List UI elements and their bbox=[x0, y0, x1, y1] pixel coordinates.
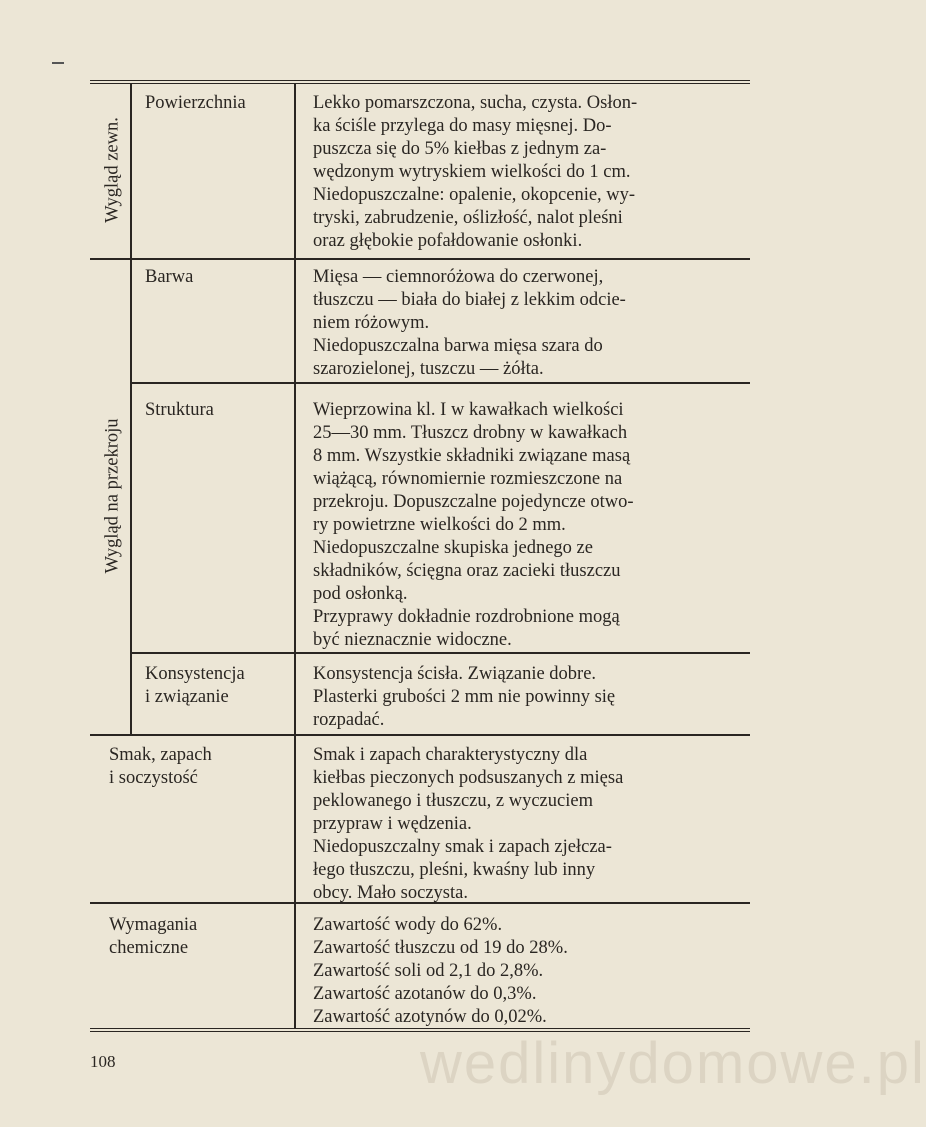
text-line: pod osłonką. bbox=[313, 584, 408, 604]
text-line: przypraw i wędzenia. bbox=[313, 814, 472, 834]
text-line: Niedopuszczalny smak i zapach zjełcza- bbox=[313, 837, 612, 857]
text-line: rozpadać. bbox=[313, 710, 385, 730]
text-line: tłuszczu — biała do białej z lekkim odcie- bbox=[313, 290, 626, 310]
text-line: Przyprawy dokładnie rozdrobnione mogą bbox=[313, 607, 620, 627]
row-desc-surface bbox=[313, 92, 738, 253]
text-line: puszcza się do 5% kiełbas z jednym za- bbox=[313, 139, 607, 159]
text-line: Konsystencja ścisła. Związanie dobre. bbox=[313, 664, 597, 684]
text-line: szarozielonej, tuszczu — żółta. bbox=[313, 359, 544, 379]
text-line: Niedopuszczalne skupiska jednego ze bbox=[313, 538, 593, 558]
label-line: i soczystość bbox=[109, 768, 198, 788]
text-line: Zawartość wody do 62%. bbox=[313, 915, 503, 935]
text-line: być nieznacznie widoczne. bbox=[313, 630, 512, 650]
watermark: wedlinydomowe.pl bbox=[420, 1031, 926, 1096]
text-line: Niedopuszczalna barwa mięsa szara do bbox=[313, 336, 603, 356]
row-label-chemical bbox=[109, 914, 294, 960]
row-label-taste bbox=[109, 744, 294, 790]
text-line: Zawartość azotanów do 0,3%. bbox=[313, 984, 537, 1004]
text-line: składników, ścięgna oraz zacieki tłuszczu bbox=[313, 561, 621, 581]
text-line: ka ściśle przylega do masy mięsnej. Do- bbox=[313, 116, 612, 136]
row-divider bbox=[90, 258, 750, 260]
row-divider bbox=[90, 734, 750, 736]
text-line: Smak i zapach charakterystyczny dla bbox=[313, 745, 588, 765]
label-line: Konsystencja bbox=[145, 664, 245, 684]
label-column-divider bbox=[294, 84, 296, 1028]
text-line: tryski, zabrudzenie, oślizłość, nalot pleśni bbox=[313, 208, 623, 228]
text-line: 25—30 mm. Tłuszcz drobny w kawałkach bbox=[313, 423, 628, 443]
label-line: Wymagania bbox=[109, 915, 198, 935]
row-label-surface: Powierzchnia bbox=[145, 93, 246, 113]
text-line: Plasterki grubości 2 mm nie powinny się bbox=[313, 687, 616, 707]
text-line: Niedopuszczalne: opalenie, okopcenie, wy- bbox=[313, 185, 636, 205]
text-line: Zawartość tłuszczu od 19 do 28%. bbox=[313, 938, 568, 958]
text-line: kiełbas pieczonych podsuszanych z mięsa bbox=[313, 768, 624, 788]
row-label-consistency bbox=[145, 663, 295, 709]
label-line: i związanie bbox=[145, 687, 229, 707]
text-line: Wieprzowina kl. I w kawałkach wielkości bbox=[313, 400, 624, 420]
text-line: obcy. Mało soczysta. bbox=[313, 883, 468, 903]
row-label-color: Barwa bbox=[145, 267, 194, 287]
row-label-structure: Struktura bbox=[145, 400, 214, 420]
text-line: ry powietrzne wielkości do 2 mm. bbox=[313, 515, 566, 535]
corner-mark bbox=[52, 62, 64, 64]
text-line: niem różowym. bbox=[313, 313, 430, 333]
row-desc-color bbox=[313, 266, 738, 381]
group-column-divider bbox=[130, 84, 132, 258]
row-desc-taste bbox=[313, 744, 738, 905]
text-line: wędzonym wytryskiem wielkości do 1 cm. bbox=[313, 162, 631, 182]
text-line: oraz głębokie pofałdowanie osłonki. bbox=[313, 231, 583, 251]
text-line: Lekko pomarszczona, sucha, czysta. Osłon- bbox=[313, 93, 638, 113]
text-line: wiążącą, równomiernie rozmieszczone na bbox=[313, 469, 623, 489]
row-desc-consistency bbox=[313, 663, 738, 732]
row-divider bbox=[132, 382, 750, 384]
row-divider bbox=[132, 652, 750, 654]
page-number: 108 bbox=[90, 1052, 116, 1071]
text-line: Zawartość soli od 2,1 do 2,8%. bbox=[313, 961, 544, 981]
text-line: peklowanego i tłuszczu, z wyczuciem bbox=[313, 791, 593, 811]
group-column-divider bbox=[130, 260, 132, 734]
text-line: Mięsa — ciemnoróżowa do czerwonej, bbox=[313, 267, 604, 287]
row-desc-structure bbox=[313, 399, 738, 652]
text-line: łego tłuszczu, pleśni, kwaśny lub inny bbox=[313, 860, 596, 880]
label-line: chemiczne bbox=[109, 938, 189, 958]
row-desc-chemical bbox=[313, 914, 738, 1029]
table-top-rule bbox=[90, 80, 750, 84]
label-line: Smak, zapach bbox=[109, 745, 212, 765]
group-label-cross-section: Wygląd na przekroju bbox=[102, 418, 123, 574]
text-line: Zawartość azotynów do 0,02%. bbox=[313, 1007, 547, 1027]
group-label-external: Wygląd zewn. bbox=[102, 117, 123, 223]
text-line: przekroju. Dopuszczalne pojedyncze otwo- bbox=[313, 492, 634, 512]
text-line: 8 mm. Wszystkie składniki związane masą bbox=[313, 446, 631, 466]
